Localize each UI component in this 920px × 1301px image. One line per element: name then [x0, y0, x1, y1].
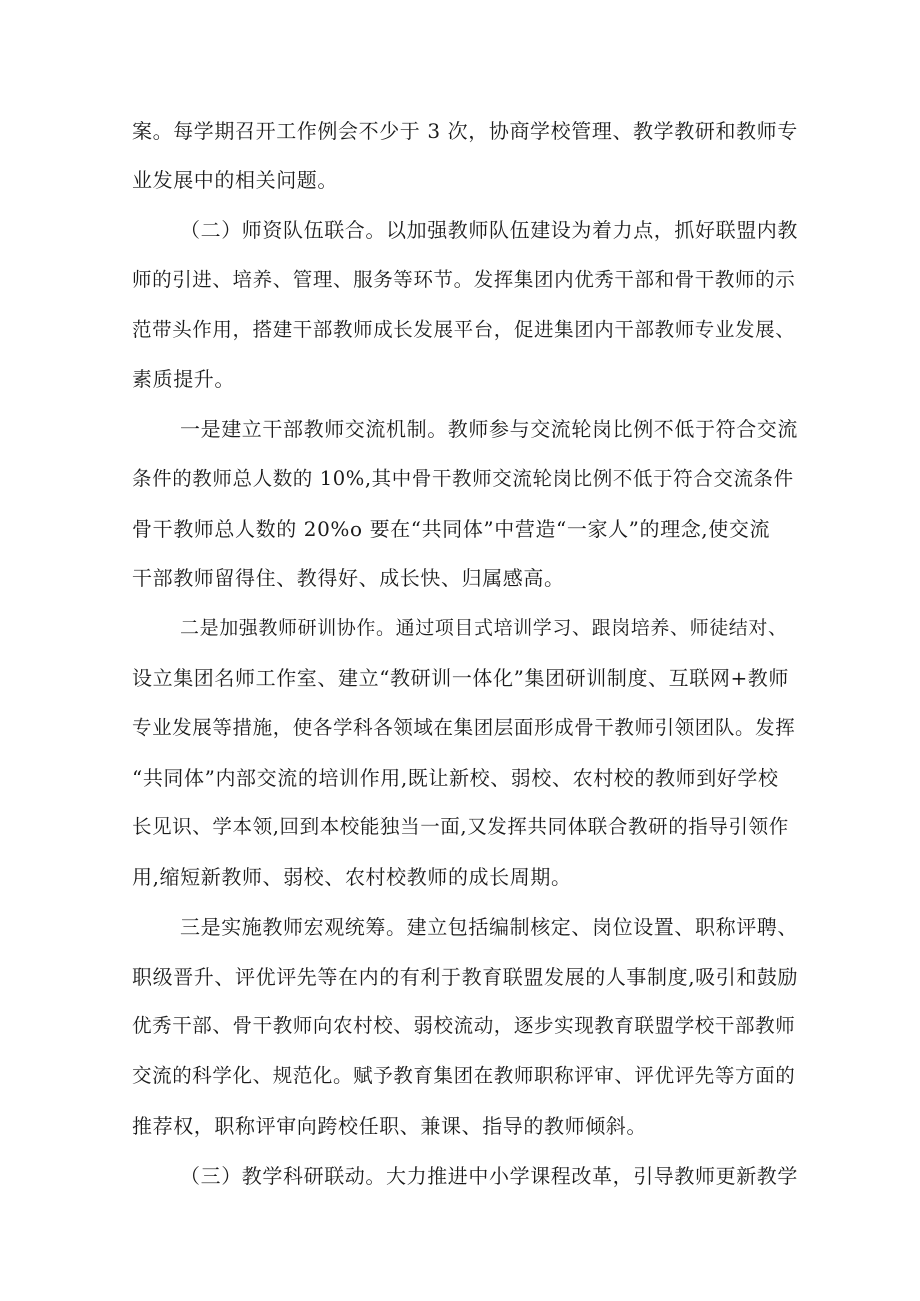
text-line: 干部教师留得住、教得好、成长快、归属感高。 — [132, 566, 565, 590]
text-line: 案。每学期召开工作例会不少于 3 次，协商学校管理、教学教研和教师专 — [132, 119, 798, 143]
text-line: 长见识、学本领,回到本校能独当一面,又发挥共同体联合教研的指导引领作 — [132, 815, 789, 838]
text-line: （三）教学科研联动。大力推进中小学课程改革，引导教师更新教学 — [180, 1164, 798, 1188]
text-line: 交流的科学化、规范化。赋予教育集团在教师职称评审、评优评先等方面的 — [132, 1064, 796, 1087]
text-line: 用,缩短新教师、弱校、农村校教师的成长周期。 — [132, 865, 572, 889]
text-line: 一是建立干部教师交流机制。教师参与交流轮岗比例不低于符合交流 — [180, 417, 798, 441]
text-line: 优秀干部、骨干教师向农村校、弱校流动，逐步实现教育联盟学校干部教师 — [132, 1014, 796, 1037]
text-line: 师的引进、培养、管理、服务等环节。发挥集团内优秀干部和骨干教师的示 — [132, 268, 796, 291]
text-line: 三是实施教师宏观统筹。建立包括编制核定、岗位设置、职称评聘、 — [180, 915, 798, 939]
text-line: 骨干教师总人数的 20%o 要在“共同体”中营造“一家人”的理念,使交流 — [132, 517, 771, 541]
text-line: 专业发展等措施，使各学科各领域在集团层面形成骨干教师引领团队。发挥 — [132, 716, 796, 739]
text-line: 推荐权，职称评审向跨校任职、兼课、指导的教师倾斜。 — [132, 1114, 647, 1138]
text-line: 业发展中的相关问题。 — [132, 168, 338, 192]
text-line: 二是加强教师研训协作。通过项目式培训学习、跟岗培养、师徒结对、 — [180, 617, 788, 639]
text-line: 职级晋升、评优评先等在内的有利于教育联盟发展的人事制度,吸引和鼓励 — [132, 965, 799, 989]
text-line: “共同体”内部交流的培训作用,既让新校、弱校、农村校的教师到好学校 — [132, 766, 779, 790]
text-line: 设立集团名师工作室、建立“教研训一体化”集团研训制度、互联网+教师 — [132, 666, 790, 690]
text-line: 素质提升。 — [132, 367, 235, 391]
text-line: （二）师资队伍联合。以加强教师队伍建设为着力点，抓好联盟内教 — [180, 218, 798, 242]
text-line: 条件的教师总人数的 10%,其中骨干教师交流轮岗比例不低于符合交流条件 — [132, 467, 794, 490]
text-line: 范带头作用，搭建干部教师成长发展平台，促进集团内干部教师专业发展、 — [132, 318, 796, 341]
